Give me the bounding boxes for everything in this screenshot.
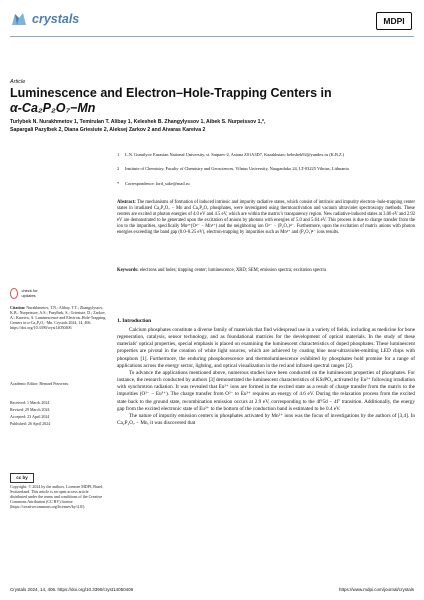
- check-updates-icon: [10, 288, 18, 299]
- footer-citation[interactable]: Crystals 2024, 14, 406. https://doi.org/10.3390/cryst14050406: [10, 587, 134, 592]
- paper-title: Luminescence and Electron–Hole-Trapping Centers in α-Ca₂P₂O₇−Mn: [10, 86, 332, 115]
- published-date: Published: 26 April 2024: [10, 421, 51, 426]
- crystal-logo-icon: [10, 12, 28, 26]
- revised-date: Revised: 29 March 2024: [10, 407, 50, 412]
- section-heading-introduction: 1. Introduction: [117, 318, 152, 324]
- keywords: [117, 268, 415, 274]
- abstract-label: Abstract:: [117, 200, 136, 205]
- citation: Citation: Nurakhmetov, T.N.; Alibay, T.T.; Zhangylyssov, K.B.; Nurpeissov, A.S.; Pazylbek, S.; Griesiute, D.; Zarkov, A.; Kareiva, A. Luminescence and Electron–Hole-Trapping Centers in α-Ca₂P₂O₇−Mn. Crystals 2024, 14, 406. https://doi.org/10.3390/cryst14050406: [10, 305, 106, 331]
- article-type: Article: [10, 79, 26, 85]
- accepted-date: Accepted: 23 April 2024: [10, 414, 50, 419]
- paragraph-2: To advance the applications mentioned above, numerous studies have been conducted on the luminescent properties of phosphates. For instance, the research conducted by authors [3] demonstrated the luminescent characteristics of KSrPO₄ activated by Eu²⁺ following irradiation with synchrotron radiation. It was revealed that Eu²⁺ ions are formed in the excited state as a result of charge transfer from the matrix to the impurities (O²⁻ − Eu³⁺). The charge transfer from O²⁻ to Eu³⁺ requires an energy of 4.6 eV. During the relaxation process from the excited state back to the ground state, recombination emission occurs at 2.9 eV, corresponding to the 4f⁶5d − 4f⁷ transition. Additionally, the energy gap from the excited electronic state of Eu²⁺ to the bottom of the conduction band is estimated to be 0.4 eV.: [117, 369, 415, 412]
- author-list: Turlybek N. Nurakhmetov 1, Temirulan T. Alibay 1, Keleshek B. Zhangylyssov 1, Aibek S. Nurpeissov 1,*, Sapargali Pazylbek 2, Diana Griesiute 2, Aleksej Zarkov 2 and Aivaras Kareiva 2: [10, 119, 266, 134]
- header-divider: [10, 36, 414, 37]
- received-date: Received: 1 March 2024: [10, 400, 50, 405]
- footer-journal-url[interactable]: https://www.mdpi.com/journal/crystals: [338, 587, 414, 592]
- cc-license-badge[interactable]: cc by: [10, 473, 34, 483]
- abstract-text: The mechanisms of formation of induced intrinsic and impurity radiative states, which consist of intrinsic and impurity electron–hole-trapping center states in irradiated Ca₂P₂O₇ − Mn and Ca₂P₂O₇ phosphates, were investigated using thermoactivation and vacuum ultraviolet spectroscopy methods. These centers are excited at photon energies of 4.0 eV and 4.5 eV, which are within the matrix’s transparency region. New radiative-induced states at 3.06 eV and 2.92 eV are demonstrated to be generated upon the excitation of anions by photons with energies of 5.0 and 5.64 eV. This process is due to charge transfer from the ion to the impurities, specifically Mn²⁺(O²⁻ − Mn²⁺) and the neighboring ion O²⁻ − (P₂O₇)⁴⁻. Furthermore, upon the excitation of matrix anions with photon energies exceeding the band gap (8.0–8.25 eV), electron-trapping by impurities such as Mn²⁺ and (P₂O₇)⁴⁻ ions results.: [117, 200, 415, 235]
- page-footer: [10, 587, 414, 592]
- keywords-text: electrons and holes; trapping center; luminescence; XRD; SEM; emission spectra; excitation spectra: [139, 268, 327, 273]
- academic-editor: Academic Editor: Bernard Pouvreau: [10, 381, 69, 386]
- check-for-updates-button[interactable]: check for updates: [10, 288, 44, 299]
- affiliation-2: 2 Institute of Chemistry, Faculty of Chemistry and Geosciences, Vilnius University, Naugarduko 24, LT-03225 Vilnius, Lithuania: [117, 166, 349, 171]
- paragraph-1: Calcium phosphates constitute a diverse family of materials that find widespread use in a variety of fields, including as medicine for bone regeneration, catalysis, sensor technology, and as foundational matrices for the development of optical materials. In the study of these materials’ optical properties, special emphasis is placed on examining the luminescent characteristics of doped phosphates. These luminescent properties are pivotal in the creation of white light sources, which are achieved by coating blue near-ultraviolet-emitting LED chips with phosphors [1]. Furthermore, the enduring phosphorescence and thermoluminescence exhibited by phosphates hold promise for a range of applications across the energy sector, lighting, and optical visualization in the red and infrared spectral ranges [2].: [117, 327, 415, 369]
- body-text: [117, 327, 415, 427]
- publisher-logo[interactable]: MDPI: [376, 12, 412, 30]
- journal-name: crystals: [10, 12, 79, 26]
- copyright-notice: Copyright: © 2024 by the authors. Licensee MDPI, Basel, Switzerland. This article is an open access article distributed under the terms and conditions of the Creative Commons Attribution (CC BY) license (https://creativecommons.org/licenses/by/4.0/).: [10, 484, 104, 510]
- keywords-label: Keywords:: [117, 268, 139, 273]
- correspondence: * Correspondence: lord_sake@mail.ru: [117, 181, 190, 186]
- abstract: [117, 200, 415, 236]
- affiliation-1: 1 L.N. Gumilyov Eurasian National University, st. Satpaev-2, Astana Z01A3D7, Kazakhstan; keleshek92@yandex.ru (K.B.Z.): [117, 152, 345, 157]
- paragraph-3: The nature of impurity emission centers in phosphates activated by Mn²⁺ ions was the focus of investigations by the authors of [3,4]. In Ca₂P₂O₇ − Mn, it was discovered that: [117, 412, 415, 427]
